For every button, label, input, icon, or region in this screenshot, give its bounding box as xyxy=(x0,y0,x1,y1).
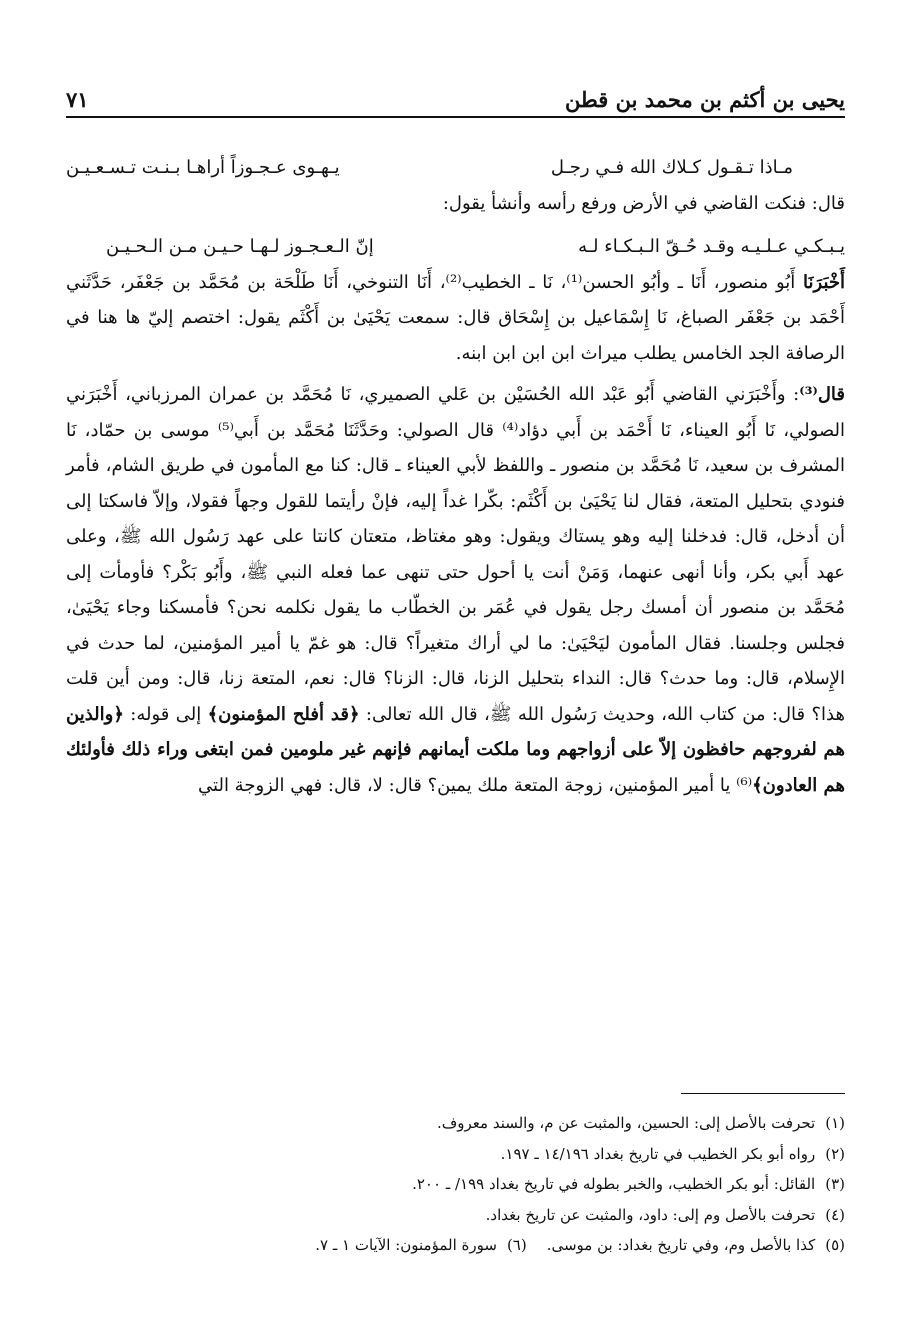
footnote-text: تحرفت بالأصل إلى: الحسين، والمثبت عن م، والسند معروف. xyxy=(436,1114,816,1132)
quran-quote-1: ﴿قد أفلح المؤمنون﴾ xyxy=(207,703,360,725)
page-number: ٧١ xyxy=(66,87,89,112)
main-text xyxy=(66,150,845,803)
footnote-number: (١) xyxy=(825,1114,845,1132)
footnote-number: (٥) xyxy=(825,1236,845,1254)
paragraph-2-text: : وأَخْبَرَني القاضي أَبُو عَبْد الله الحُسَيْن بن عَلي الصميري، نَا مُحَمَّد بن عمران المرزباني، أَخْبَرَني الصولي، نَا أَبُو العيناء، نَا أَحْمَد بن أَبي دؤاد⁽⁴⁾ قال الصولي: وحَدَّثَنَا مُحَمَّد بن أَبي⁽⁵⁾ موسى بن حمّاد، نَا المشرف بن سعيد، نَا مُحَمَّد بن منصور ـ واللفظ لأبي العيناء ـ قال: كنا مع المأمون في طريق الشام، فأمر فنودي بتحليل المتعة، فقال لنا يَحْيَىٰ بن أَكْثَم: بكّرا غداً إليه، فإنْ رأيتما للقول وجهاً فقولا، وإلاّ فاسكتا إلى أن أدخل، قال: فدخلنا إليه وهو يستاك ويقول: وهو مغتاظ، متعتان كانتا على عهد رَسُول الله ﷺ، وعلى عهد أَبي بكر، وأنا أنهى عنهما، وَمَنْ أنت يا أحول حتى تنهى عما فعله النبي ﷺ، وأَبُو بَكْر؟ فأومأت إلى مُحَمَّد بن منصور أن أمسك رجل يقول في عُمَر بن الخطّاب ما يقول نكلمه نحن؟ فأمسكنا وجاء يَحْيَىٰ، فجلس وجلسنا. فقال المأمون ليَحْيَىٰ: ما لي أراك متغيراً؟ قال: هو غمّ يا أمير المؤمنين، لما حدث في الإِسلام، قال: وما حدث؟ قال: النداء بتحليل الزنا، قال: الزنا؟ قال: نعم، المتعة زنا، قال: ومن أين قلت هذا؟ قال: من كتاب الله، وحديث رَسُول الله ﷺ، قال الله تعالى: xyxy=(66,384,846,725)
verse-2-first-hemistich: يـبـكـي عـلـيـه وقـد حُـقّ الـبـكـاء لـه xyxy=(578,236,845,257)
footnote-number: (٢) xyxy=(825,1144,845,1163)
header-rule xyxy=(66,116,845,118)
footnote-text: رواه أبو بكر الخطيب في تاريخ بغداد ١٤/١٩٦ ـ ١٩٧. xyxy=(500,1144,816,1163)
verse-2-second-hemistich: إنّ الـعـجـوز لـهـا حـيـن مـن الـحـيـن xyxy=(106,236,374,257)
paragraph-1 xyxy=(66,265,845,372)
footnote-3 xyxy=(66,1169,845,1200)
footnote-text: تحرفت بالأصل وم إلى: داود، والمثبت عن تاريخ بغداد. xyxy=(485,1205,816,1224)
paragraph-2-tail: ⁽⁶⁾ يا أمير المؤمنين، زوجة المتعة ملك يمين؟ قال: لا، قال: فهي الزوجة التي xyxy=(198,774,753,796)
verse-line-1 xyxy=(66,150,845,186)
footnote-5-6 xyxy=(66,1230,845,1261)
verse-line-2 xyxy=(66,229,845,265)
footnote-number: (٦) xyxy=(506,1236,527,1254)
footnotes xyxy=(66,1108,845,1261)
paragraph-2 xyxy=(66,377,845,803)
paragraph-1-lead: أَخْبَرَنَا xyxy=(803,271,846,293)
quran-quote-2: ﴿والذين هم لفروجهم حافظون إلاّ على أزواجهم وما ملكت أيمانهم فإنهم غير ملومين فمن ابتغى وراء ذلك فأولئك هم العادون﴾ xyxy=(66,703,845,796)
paragraph-2-mid: إلى قوله: xyxy=(123,703,208,725)
footnote-text: كذا بالأصل وم، وفي تاريخ بغداد: بن موسى. xyxy=(546,1236,816,1254)
footnote-number: (٣) xyxy=(825,1175,845,1193)
verse-1-first-hemistich: مـاذا تـقـول كـلاك الله فـي رجـل xyxy=(550,157,793,178)
footnote-2 xyxy=(66,1139,845,1170)
footnote-text: القائل: أبو بكر الخطيب، والخبر بطوله في تاريخ بغداد ١٩٩/ ـ ٢٠٠. xyxy=(412,1175,816,1193)
verse-1-second-hemistich: يـهـوى عـجـوزاً أراهـا بـنـت تـسـعـيـن xyxy=(66,157,340,178)
paragraph-2-lead: قال⁽³⁾ xyxy=(799,384,845,405)
footnote-1 xyxy=(66,1108,845,1139)
footnote-text: سورة المؤمنون: الآيات ١ ـ ٧. xyxy=(315,1236,497,1254)
header-title: يحيى بن أكثم بن محمد بن قطن xyxy=(565,87,845,112)
footnote-4 xyxy=(66,1200,845,1231)
running-header xyxy=(66,78,845,112)
paragraph-1-text: أَبُو منصور، أَنَا ـ وأبُو الحسن⁽¹⁾، نَا ـ الخطيب⁽²⁾، أَنَا التنوخي، أَنَا طَلْحَة بن مُحَمَّد بن جَعْفَر، حَدَّثَني أَحْمَد بن جَعْفَر الصباغ، نَا إِسْمَاعيل بن إِسْحَاق قال: سمعت يَحْيَىٰ بن أَكْثَم يقول: اختصم إليّ ها هنا في الرصافة الجد الخامس يطلب ميراث ابن ابن ابن ابنه. xyxy=(66,271,845,364)
narration-line: قال: فنكت القاضي في الأرض ورفع رأسه وأنشأ يقول: xyxy=(442,192,845,214)
footnote-number: (٤) xyxy=(825,1205,845,1224)
footnote-rule xyxy=(681,1093,845,1094)
